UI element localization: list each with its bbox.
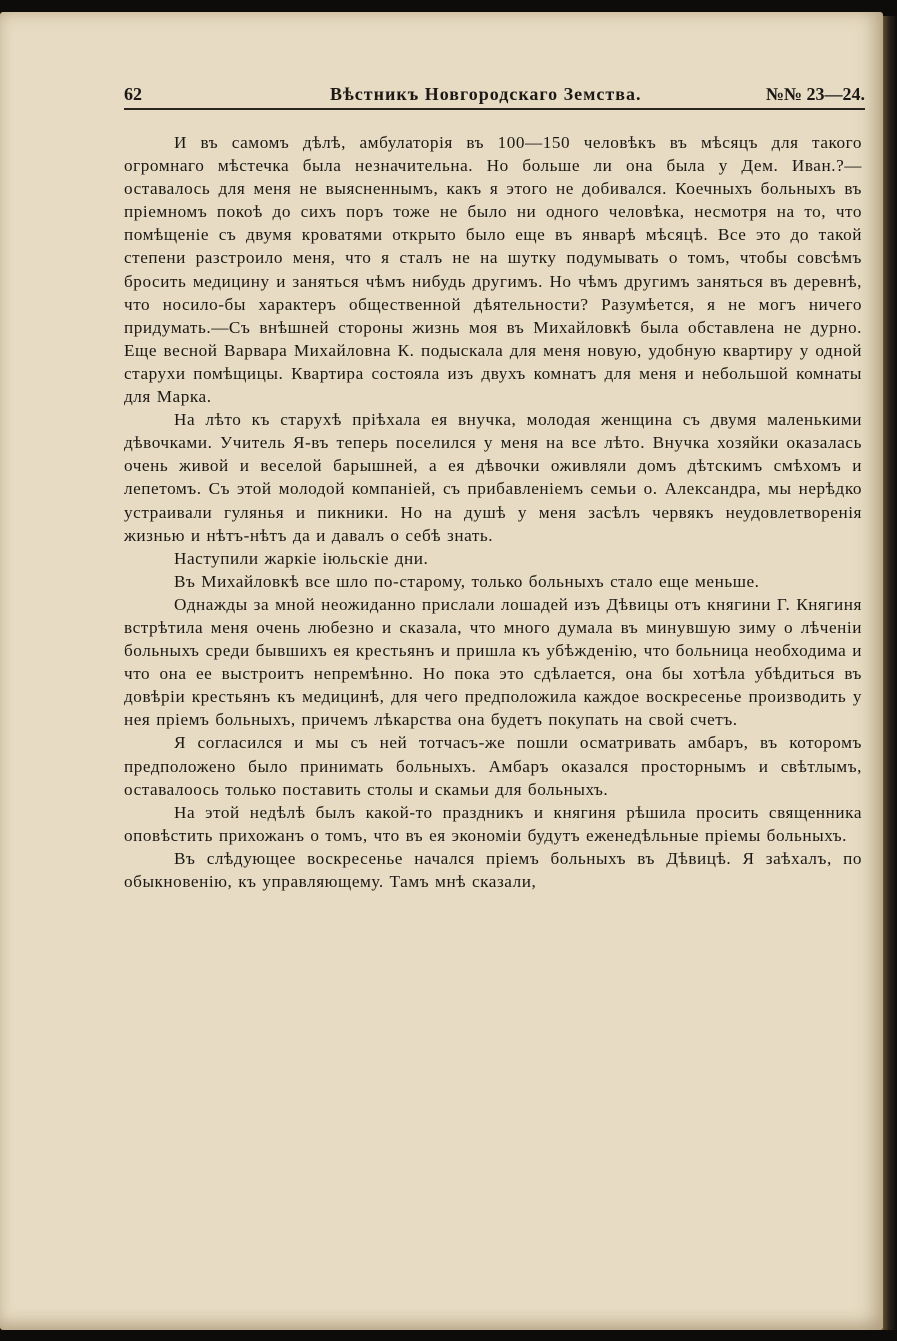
article-body (124, 131, 862, 893)
paragraph: Я согласился и мы съ ней тотчасъ-же пошли осматривать амбаръ, въ которомъ предположено было принимать больныхъ. Амбаръ оказался просторнымъ и свѣтлымъ, оставалоось только поставить столы и скамьи для больныхъ. (124, 733, 862, 799)
running-header (124, 84, 865, 110)
paragraph: Въ Михайловкѣ все шло по-старому, только больныхъ стало еще меньше. (174, 571, 760, 591)
page-number: 62 (124, 84, 142, 104)
paragraph: Въ слѣдующее воскресенье начался пріемъ больныхъ въ Дѣвицѣ. Я заѣхалъ, по обыкновенію, къ управляющему. Тамъ мнѣ сказали, (124, 848, 862, 891)
header-rule (124, 108, 865, 110)
paragraph: На лѣто къ старухѣ пріѣхала ея внучка, молодая женщина съ двумя маленькими дѣвочками. Учитель Я-въ теперь поселился у меня на все лѣто. Внучка хозяйки оказалась очень живой и веселой барышней, а ея дѣвочки оживляли домъ дѣтскимъ смѣхомъ и лепетомъ. Съ этой молодой компаніей, съ прибавленіемъ семьи о. Александра, мы нерѣдко устраивали гулянья и пикники. Но на душѣ у меня засѣлъ червякъ неудовлетворенія жизнью и нѣтъ-нѣтъ да и давалъ о себѣ знать. (124, 410, 862, 545)
journal-title: Вѣстникъ Новгородскаго Земства. (330, 84, 642, 104)
issue-number: №№ 23—24. (765, 84, 865, 104)
paragraph: И въ самомъ дѣлѣ, амбулаторія въ 100—150 человѣкъ въ мѣсяцъ для такого огромнаго мѣстечка была незначительна. Но больше ли она была у Дем. Иван.?—оставалось для меня не выясненнымъ, какъ я этого не добивался. Коечныхъ больныхъ въ пріемномъ покоѣ до сихъ поръ тоже не было ни одного человѣка, несмотря на то, что помѣщеніе съ двумя кроватями открыто было еще въ январѣ мѣсяцѣ. Все это до такой степени разстроило меня, что я сталъ не на шутку подумывать о томъ, чтобы совсѣмъ бросить медицину и заняться чѣмъ нибудь другимъ. Но чѣмъ другимъ заняться въ деревнѣ, что носило-бы характеръ общественной дѣятельности? Разумѣется, я не могъ ничего придумать.—Съ внѣшней стороны жизнь моя въ Михайловкѣ была обставлена не дурно. Еще весной Варвара Михайловна К. подыскала для меня новую, удобную квартиру у одной старухи помѣщицы. Квартира состояла изъ двухъ комнатъ для меня и небольшой комнаты для Марка. (124, 133, 862, 407)
paragraph: Наступили жаркіе іюльскіе дни. (174, 548, 429, 568)
paragraph: На этой недѣлѣ былъ какой-то праздникъ и княгиня рѣшила просить священника оповѣстить прихожанъ о томъ, что въ ея экономіи будутъ еженедѣльные пріемы больныхъ. (124, 802, 862, 845)
paragraph: Однажды за мной неожиданно прислали лошадей изъ Дѣвицы отъ княгини Г. Княгиня встрѣтила меня очень любезно и сказала, что много думала въ минувшую зиму о лѣченіи больныхъ среди бывшихъ ея крестьянъ и пришла къ убѣжденію, что больница необходима и что она ее выстроитъ непремѣнно. Но пока это сдѣлается, она бы хотѣла убѣдиться въ довѣріи крестьянъ къ медицинѣ, для чего предположила каждое воскресенье производить у нея пріемъ больныхъ, причемъ лѣкарства она будетъ покупать на свой счетъ. (124, 594, 862, 730)
